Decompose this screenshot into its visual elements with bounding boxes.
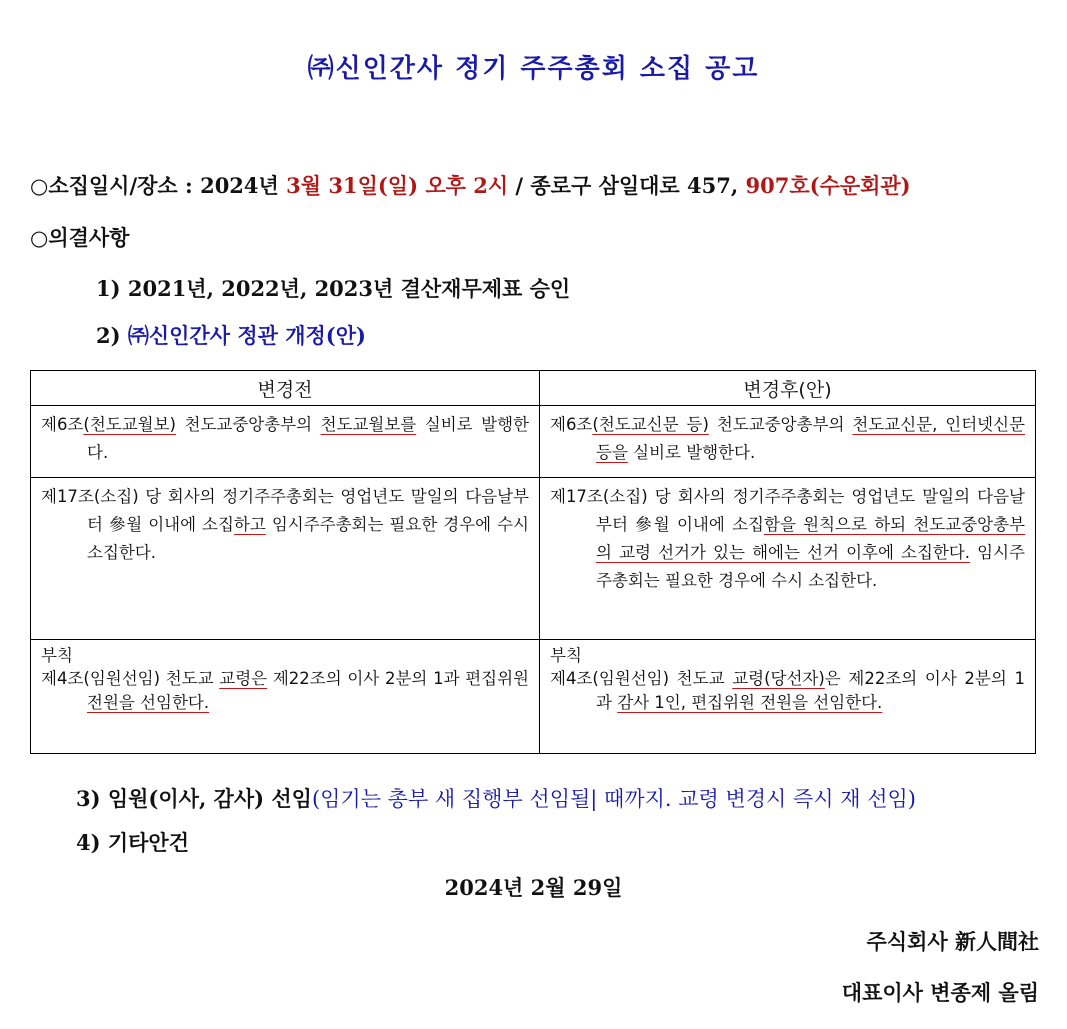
row3-before-text-b: 제22조의 이사 2분의 1과 편집위원 [267, 669, 529, 688]
row2-before-text-b: 임시주주총회는 필요한 경우에 수시 소집한다. [87, 515, 529, 562]
header-after: 변경후(안) [540, 371, 1036, 406]
row1-before-underline-2: 천도교월보를 [320, 415, 417, 434]
row3-after-underline-1: 교령(당선자) [732, 669, 825, 688]
row1-before-text-b: 천도교중앙총부의 [175, 415, 321, 434]
row3-before-underline-2: 전원을 선임한다. [87, 693, 210, 712]
meeting-info-line [30, 170, 911, 200]
row3-after-cell [540, 640, 1036, 754]
agenda-item-1: 1) 2021년, 2022년, 2023년 결산재무제표 승인 [96, 276, 571, 301]
notice-date: 2024년 2월 29일 [444, 875, 623, 900]
agenda-item-2-text: ㈜신인간사 정관 개정(안) [127, 323, 366, 348]
agenda-heading: ○의결사항 [30, 225, 130, 250]
agenda-item-3-note: (임기는 총부 새 집행부 선임될| 때까지. 교령 변경시 즉시 재 선임) [311, 787, 916, 811]
row1-before-text-a: 제6조 [41, 415, 84, 434]
row3-before-underline-1: 교령은 [219, 669, 268, 688]
row2-after-cell [540, 478, 1036, 640]
row2-after-underline-1: 함을 원칙으로 하되 천도교중앙총부의 교령 선거가 있는 해에는 선거 이후에 소집한다. [596, 515, 1026, 562]
agenda-item-3 [76, 783, 916, 813]
row3-after-text-b: 은 제22조의 이사 2분의 1과 [596, 669, 1025, 712]
row1-before-underline-1: (천도교월보) [83, 415, 176, 434]
agenda-item-4: 4) 기타안건 [76, 830, 190, 855]
row1-after-text-c: 실비로 발행한다. [627, 443, 756, 462]
row3-after-underline-2: 감사 1인, 편집위원 전원을 선임한다. [617, 693, 883, 712]
row1-after-underline-1: (천도교신문 등) [592, 415, 709, 434]
company-name: 주식회사 新人間社 [866, 929, 1039, 954]
row3-after-heading: 부칙 [550, 646, 582, 665]
articles-amendment-table [30, 370, 1036, 754]
signer-line: 대표이사 변종제 올림 [841, 980, 1039, 1005]
meeting-room: 907호(수운회관) [745, 173, 911, 198]
agenda-item-3-label: 3) 임원(이사, 감사) 선임 [76, 786, 312, 811]
row2-before-text-a: 제17조(소집) 당 회사의 정기주주총회는 영업년도 말일의 다음날부터 參월 이내에 소집 [41, 487, 529, 534]
table-row [31, 478, 1036, 640]
row3-before-text-a: 제4조(임원선임) 천도교 [41, 669, 220, 688]
row2-after-text-b: 임시주주총회는 필요한 경우에 수시 소집한다. [596, 543, 1025, 590]
notice-title: ㈜신인간사 정기 주주총회 소집 공고 [307, 54, 760, 84]
header-before: 변경전 [31, 371, 540, 406]
meeting-date-time: 3월 31일(일) 오후 2시 [286, 173, 509, 198]
row1-after-text-a: 제6조 [550, 415, 593, 434]
row3-after-text-a: 제4조(임원선임) 천도교 [550, 669, 733, 688]
row1-after-underline-2: 천도교신문, 인터넷신문 등을 [596, 415, 1025, 462]
agenda-item-2-number: 2) [96, 323, 128, 348]
row1-after-cell [540, 406, 1036, 478]
table-row [31, 640, 1036, 754]
row2-before-underline-1: 하고 [233, 515, 266, 534]
agenda-item-2 [96, 320, 366, 350]
row2-after-text-a: 제17조(소집) 당 회사의 정기주주총회는 영업년도 말일의 다음날부터 參월 이내에 소집 [550, 487, 1025, 534]
table-row [31, 406, 1036, 478]
row3-before-heading: 부칙 [41, 646, 73, 665]
meeting-label: ○소집일시/장소 : 2024년 [30, 173, 287, 198]
meeting-separator: / 종로구 삼일대로 457, [508, 173, 746, 198]
row2-before-cell [31, 478, 540, 640]
row1-before-cell [31, 406, 540, 478]
row1-after-text-b: 천도교중앙총부의 [708, 415, 853, 434]
row1-before-text-c: 실비로 발행한다. [87, 415, 529, 462]
row3-before-cell [31, 640, 540, 754]
table-header-row [31, 371, 1036, 406]
